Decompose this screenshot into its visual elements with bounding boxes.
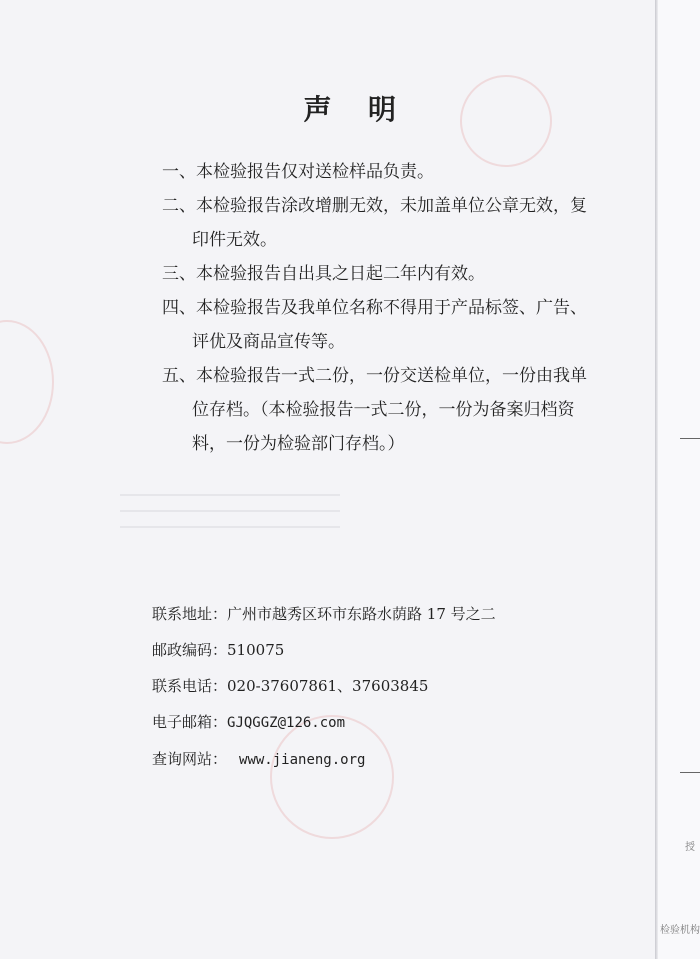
item-number: 一、 bbox=[162, 162, 196, 182]
phone-label: 联系电话： bbox=[152, 677, 228, 695]
contact-info bbox=[152, 596, 572, 778]
postcode-value: 510075 bbox=[227, 641, 285, 659]
item-text-continued: 料，一份为检验部门存档。） bbox=[192, 434, 405, 454]
email-label: 电子邮箱： bbox=[152, 713, 228, 731]
contact-email-row bbox=[152, 704, 572, 741]
item-text: 本检验报告涂改增删无效，未加盖单位公章无效，复 bbox=[196, 196, 587, 216]
email-value: GJQGGZ@126.com bbox=[227, 715, 346, 731]
declaration-item bbox=[162, 291, 602, 359]
item-text: 本检验报告仅对送检样品负责。 bbox=[196, 162, 434, 182]
adjacent-page-text: 检验机构 bbox=[660, 925, 700, 936]
item-text: 本检验报告及我单位名称不得用于产品标签、广告、 bbox=[196, 298, 587, 318]
declaration-item bbox=[162, 189, 602, 257]
adjacent-page-text: 授 bbox=[685, 842, 695, 853]
contact-website-row bbox=[152, 741, 572, 778]
page-seam bbox=[655, 0, 658, 959]
item-text-continued: 位存档。（本检验报告一式二份，一份为备案归档资 bbox=[192, 400, 575, 420]
item-number: 五、 bbox=[162, 366, 196, 386]
item-number: 三、 bbox=[162, 264, 196, 284]
show-through-text bbox=[120, 480, 340, 560]
item-text-continued: 评优及商品宣传等。 bbox=[192, 332, 345, 352]
item-text: 本检验报告自出具之日起二年内有效。 bbox=[196, 264, 485, 284]
title-char-right: 明 bbox=[368, 93, 397, 126]
declaration-item bbox=[162, 257, 602, 291]
website-value: www.jianeng.org bbox=[239, 752, 366, 768]
page-title bbox=[0, 88, 700, 128]
address-label: 联系地址： bbox=[152, 605, 228, 623]
title-char-left: 声 bbox=[303, 93, 332, 126]
item-number: 二、 bbox=[162, 196, 196, 216]
phone-value: 020-37607861、37603845 bbox=[227, 677, 429, 695]
postcode-label: 邮政编码： bbox=[152, 641, 228, 659]
adjacent-page-edge bbox=[655, 0, 700, 959]
declaration-item bbox=[162, 155, 602, 189]
contact-address-row bbox=[152, 596, 572, 632]
page-edge-mark bbox=[680, 772, 700, 773]
contact-postcode-row bbox=[152, 632, 572, 668]
faint-seal-stamp bbox=[0, 320, 54, 444]
page-edge-mark bbox=[680, 438, 700, 439]
declaration-list bbox=[162, 155, 602, 461]
website-label: 查询网站： bbox=[152, 750, 228, 768]
item-text-continued: 印件无效。 bbox=[192, 230, 277, 250]
item-number: 四、 bbox=[162, 298, 196, 318]
declaration-item bbox=[162, 359, 602, 461]
item-text: 本检验报告一式二份，一份交送检单位，一份由我单 bbox=[196, 366, 587, 386]
address-value: 广州市越秀区环市东路水荫路 17 号之二 bbox=[227, 605, 496, 623]
contact-phone-row bbox=[152, 668, 572, 704]
